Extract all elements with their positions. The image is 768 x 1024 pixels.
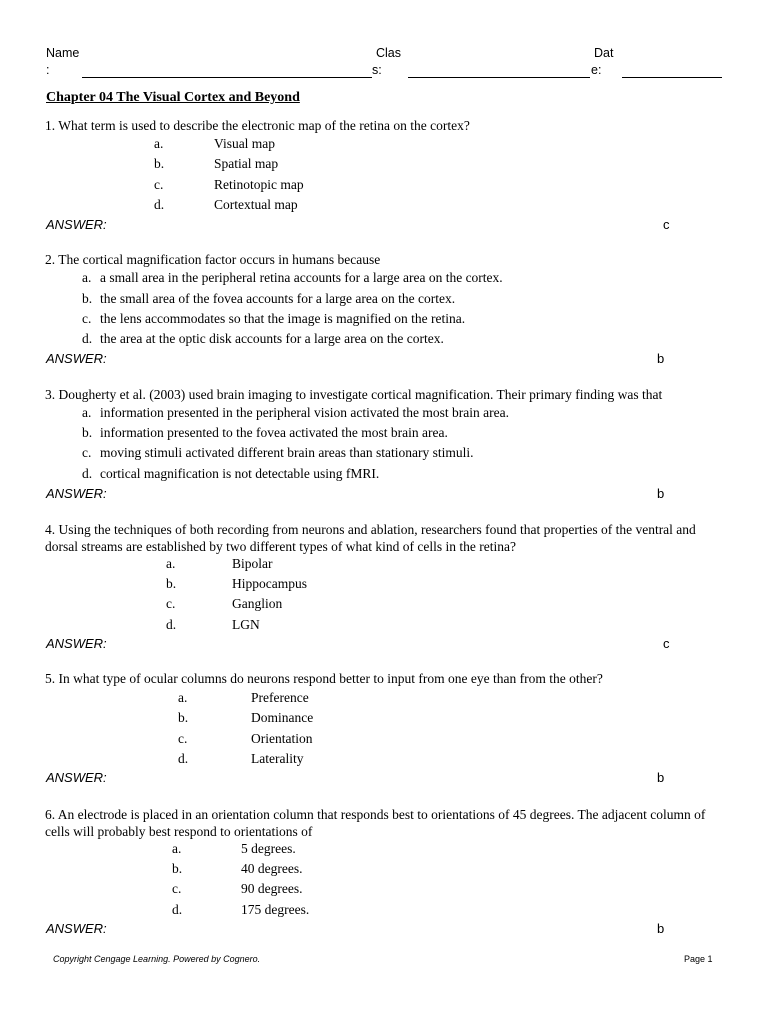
q6-option-a-letter: a. <box>172 841 182 856</box>
q1-option-b-text: Spatial map <box>214 156 279 171</box>
q1-option-a-text: Visual map <box>214 136 276 151</box>
option-letter: b. <box>82 425 93 440</box>
q1-option-c-letter: c. <box>154 177 164 192</box>
q4-option-a-letter: a. <box>166 556 176 571</box>
q3-option-c <box>82 445 474 461</box>
q6-option-c-letter: c. <box>172 881 182 896</box>
option-text: the area at the optic disk accounts for a large area on the cortex. <box>100 331 444 346</box>
option-text: cortical magnification is not detectable using fMRI. <box>100 466 380 481</box>
q6-option-c-text: 90 degrees. <box>241 881 303 896</box>
q1-option-b-letter: b. <box>154 156 165 171</box>
q1-answer-value: c <box>663 217 670 232</box>
q4-option-d-text: LGN <box>232 617 260 632</box>
footer-copyright: Copyright Cengage Learning. Powered by Cognero. <box>53 954 261 964</box>
question-4-text: 4. Using the techniques of both recording from neurons and ablation, researchers found that properties of the ventral and dorsal streams are established by two different types of what kind of cells in the retina? <box>45 522 696 554</box>
option-text: information presented in the peripheral vision activated the most brain area. <box>100 405 509 420</box>
question-3-text: 3. Dougherty et al. (2003) used brain imaging to investigate cortical magnification. Their primary finding was that <box>45 387 663 402</box>
option-letter: c. <box>82 311 92 326</box>
option-letter: d. <box>82 466 93 481</box>
q2-answer-label: ANSWER: <box>46 351 107 366</box>
q6-option-d-letter: d. <box>172 902 183 917</box>
q6-option-a-text: 5 degrees. <box>241 841 296 856</box>
q6-option-d-text: 175 degrees. <box>241 902 310 917</box>
q5-option-d-letter: d. <box>178 751 189 766</box>
q1-option-d-text: Cortextual map <box>214 197 298 212</box>
q6-option-b-letter: b. <box>172 861 183 876</box>
option-text: a small area in the peripheral retina accounts for a large area on the cortex. <box>100 270 503 285</box>
q4-option-a-text: Bipolar <box>232 556 273 571</box>
class-label: Clas <box>376 46 402 60</box>
q3-option-b <box>82 425 448 441</box>
name-colon: : <box>46 63 50 77</box>
q5-answer-value: b <box>657 770 665 785</box>
q4-option-c-letter: c. <box>166 596 176 611</box>
q5-option-c-letter: c. <box>178 731 188 746</box>
chapter-title: Chapter 04 The Visual Cortex and Beyond <box>46 90 300 105</box>
q2-option-b <box>82 291 455 307</box>
question-1-text: 1. What term is used to describe the electronic map of the retina on the cortex? <box>45 118 470 133</box>
q4-answer-label: ANSWER: <box>46 636 107 651</box>
q3-answer-label: ANSWER: <box>46 486 107 501</box>
q2-option-a <box>82 270 503 286</box>
option-letter: c. <box>82 445 92 460</box>
q1-option-c-text: Retinotopic map <box>214 177 304 192</box>
q3-option-a <box>82 405 509 421</box>
q5-option-a-letter: a. <box>178 690 188 705</box>
date-label: Dat <box>594 46 614 60</box>
page-number: Page 1 <box>684 954 713 964</box>
option-letter: a. <box>82 270 92 285</box>
q5-option-b-text: Dominance <box>251 710 314 725</box>
q5-option-a-text: Preference <box>251 690 309 705</box>
q2-option-c <box>82 311 465 327</box>
option-text: the lens accommodates so that the image is magnified on the retina. <box>100 311 466 326</box>
q1-option-a-letter: a. <box>154 136 164 151</box>
q5-option-c-text: Orientation <box>251 731 313 746</box>
date-label-suffix: e: <box>591 63 602 77</box>
question-5-text: 5. In what type of ocular columns do neurons respond better to input from one eye than from the other? <box>45 671 603 686</box>
q3-answer-value: b <box>657 486 665 501</box>
option-text: the small area of the fovea accounts for a large area on the cortex. <box>100 291 456 306</box>
class-label-suffix: s: <box>372 63 382 77</box>
q5-answer-label: ANSWER: <box>46 770 107 785</box>
question-6-text: 6. An electrode is placed in an orientation column that responds best to orientations of 45 degrees. The adjacent column of cells will probably best respond to orientations of <box>45 807 706 839</box>
name-label: Name <box>46 46 80 60</box>
class-field-line[interactable] <box>408 77 590 78</box>
q6-answer-label: ANSWER: <box>46 921 107 936</box>
option-text: moving stimuli activated different brain areas than stationary stimuli. <box>100 445 474 460</box>
q1-option-d-letter: d. <box>154 197 165 212</box>
q2-answer-value: b <box>657 351 665 366</box>
q4-option-b-text: Hippocampus <box>232 576 307 591</box>
q1-answer-label: ANSWER: <box>46 217 107 232</box>
option-letter: a. <box>82 405 92 420</box>
q2-option-d <box>82 331 444 347</box>
q4-option-b-letter: b. <box>166 576 177 591</box>
option-letter: d. <box>82 331 93 346</box>
option-letter: b. <box>82 291 93 306</box>
q5-option-d-text: Laterality <box>251 751 304 766</box>
question-2-text: 2. The cortical magnification factor occurs in humans because <box>45 252 381 267</box>
q4-option-d-letter: d. <box>166 617 177 632</box>
q3-option-d <box>82 466 379 482</box>
q6-answer-value: b <box>657 921 665 936</box>
name-field-line[interactable] <box>82 77 372 78</box>
q4-option-c-text: Ganglion <box>232 596 283 611</box>
q6-option-b-text: 40 degrees. <box>241 861 303 876</box>
date-field-line[interactable] <box>622 77 722 78</box>
q5-option-b-letter: b. <box>178 710 189 725</box>
q4-answer-value: c <box>663 636 670 651</box>
option-text: information presented to the fovea activated the most brain area. <box>100 425 448 440</box>
